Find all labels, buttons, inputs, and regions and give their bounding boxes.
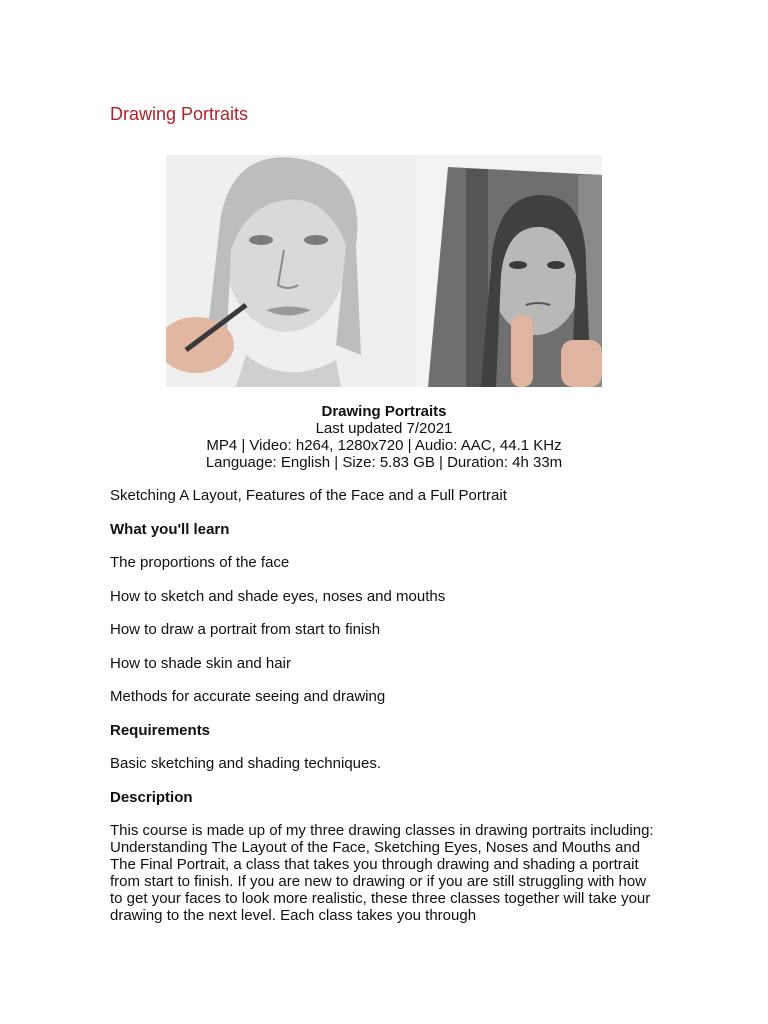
learn-item: Methods for accurate seeing and drawing xyxy=(110,688,386,705)
learn-item: How to draw a portrait from start to finish xyxy=(110,621,381,638)
details-info: Language: English | Size: 5.83 GB | Duration: 4h 33m xyxy=(205,454,563,471)
course-body xyxy=(110,487,660,924)
page-title: Drawing Portraits xyxy=(110,104,249,124)
requirements-heading: Requirements xyxy=(110,721,211,739)
course-subtitle: Sketching A Layout, Features of the Face and a Full Portrait xyxy=(110,487,507,504)
format-info: MP4 | Video: h264, 1280x720 | Audio: AAC, 44.1 KHz xyxy=(206,437,562,454)
learn-item: How to sketch and shade eyes, noses and mouths xyxy=(110,587,446,605)
course-info xyxy=(110,403,658,471)
description-heading: Description xyxy=(110,788,193,806)
portrait-drawing-photo xyxy=(166,155,602,387)
requirements-text: Basic sketching and shading techniques. xyxy=(110,755,382,772)
last-updated: Last updated 7/2021 xyxy=(315,420,453,437)
learn-item: How to shade skin and hair xyxy=(110,654,291,672)
course-name: Drawing Portraits xyxy=(321,403,447,420)
course-cover-image xyxy=(166,155,602,387)
learn-item: The proportions of the face xyxy=(110,554,290,571)
learn-heading: What you'll learn xyxy=(110,520,230,538)
description-text: This course is made up of my three drawing classes in drawing portraits including: Understanding The Layout of the Face, Sketching Eyes, Noses and Mouths and The Final Portrait, a class that takes you through drawing and shading a portrait from start to finish. If you are new to drawing or if you are still struggling with how to get your faces to look more realistic, these three classes together will take your drawing to the next level. Each class takes you through xyxy=(110,822,654,924)
